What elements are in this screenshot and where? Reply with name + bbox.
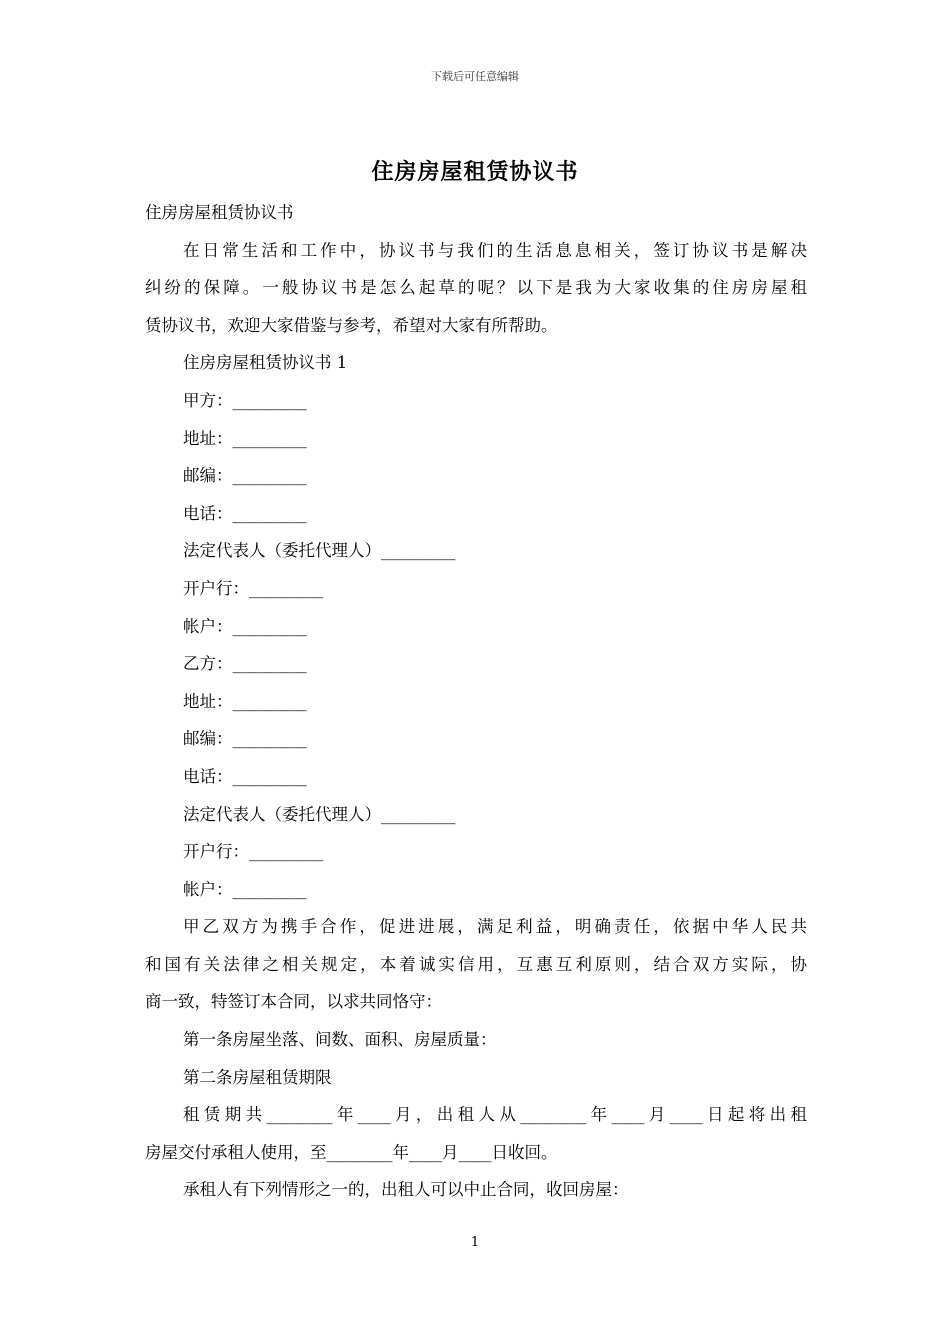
document-line: 邮编：_________ [183, 466, 307, 486]
document-line: 开户行：_________ [183, 842, 324, 862]
document-line: 邮编：_________ [183, 729, 307, 749]
document-line: 第一条房屋坐落、间数、面积、房屋质量： [183, 1030, 497, 1050]
document-title: 住房房屋租赁协议书 [371, 159, 579, 185]
document-line: 地址：_________ [183, 691, 307, 711]
document-line: 租赁期共________年____月，出租人从________年____月____日起将出租 [183, 1105, 807, 1125]
document-line: 在日常生活和工作中，协议书与我们的生活息息相关，签订协议书是解决 [183, 240, 807, 260]
document-line: 开户行：_________ [183, 578, 324, 598]
document-line: 承租人有下列情形之一的，出租人可以中止合同，收回房屋： [183, 1180, 629, 1200]
document-line: 法定代表人（委托代理人）_________ [183, 804, 456, 824]
document-line: 帐户：_________ [183, 879, 307, 899]
document-line: 法定代表人（委托代理人）_________ [183, 541, 456, 561]
document-line: 帐户：_________ [183, 616, 307, 636]
document-line: 住房房屋租赁协议书 1 [183, 353, 348, 373]
document-line: 地址：_________ [183, 428, 307, 448]
document-line: 赁协议书，欢迎大家借鉴与参考，希望对大家有所帮助。 [145, 315, 558, 335]
document-line: 纠纷的保障。一般协议书是怎么起草的呢？以下是我为大家收集的住房房屋租 [145, 278, 807, 298]
document-line: 电话：_________ [183, 503, 307, 523]
document-line: 甲乙双方为携手合作，促进进展，满足利益，明确责任，依据中华人民共 [183, 917, 807, 937]
document-line: 第二条房屋租赁期限 [183, 1067, 332, 1087]
document-line: 电话：_________ [183, 766, 307, 786]
document-line: 甲方：_________ [183, 390, 307, 410]
document-line: 商一致，特签订本合同，以求共同恪守： [145, 992, 442, 1012]
document-line: 房屋交付承租人使用，至________年____月____日收回。 [145, 1142, 558, 1162]
document-body [145, 199, 807, 1214]
document-line: 和国有关法律之相关规定，本着诚实信用，互惠互利原则，结合双方实际，协 [145, 954, 807, 974]
page-number: 1 [470, 1235, 480, 1250]
document-line: 乙方：_________ [183, 654, 307, 674]
header-note: 下载后可任意编辑 [431, 70, 519, 83]
document-line: 住房房屋租赁协议书 [145, 203, 294, 222]
